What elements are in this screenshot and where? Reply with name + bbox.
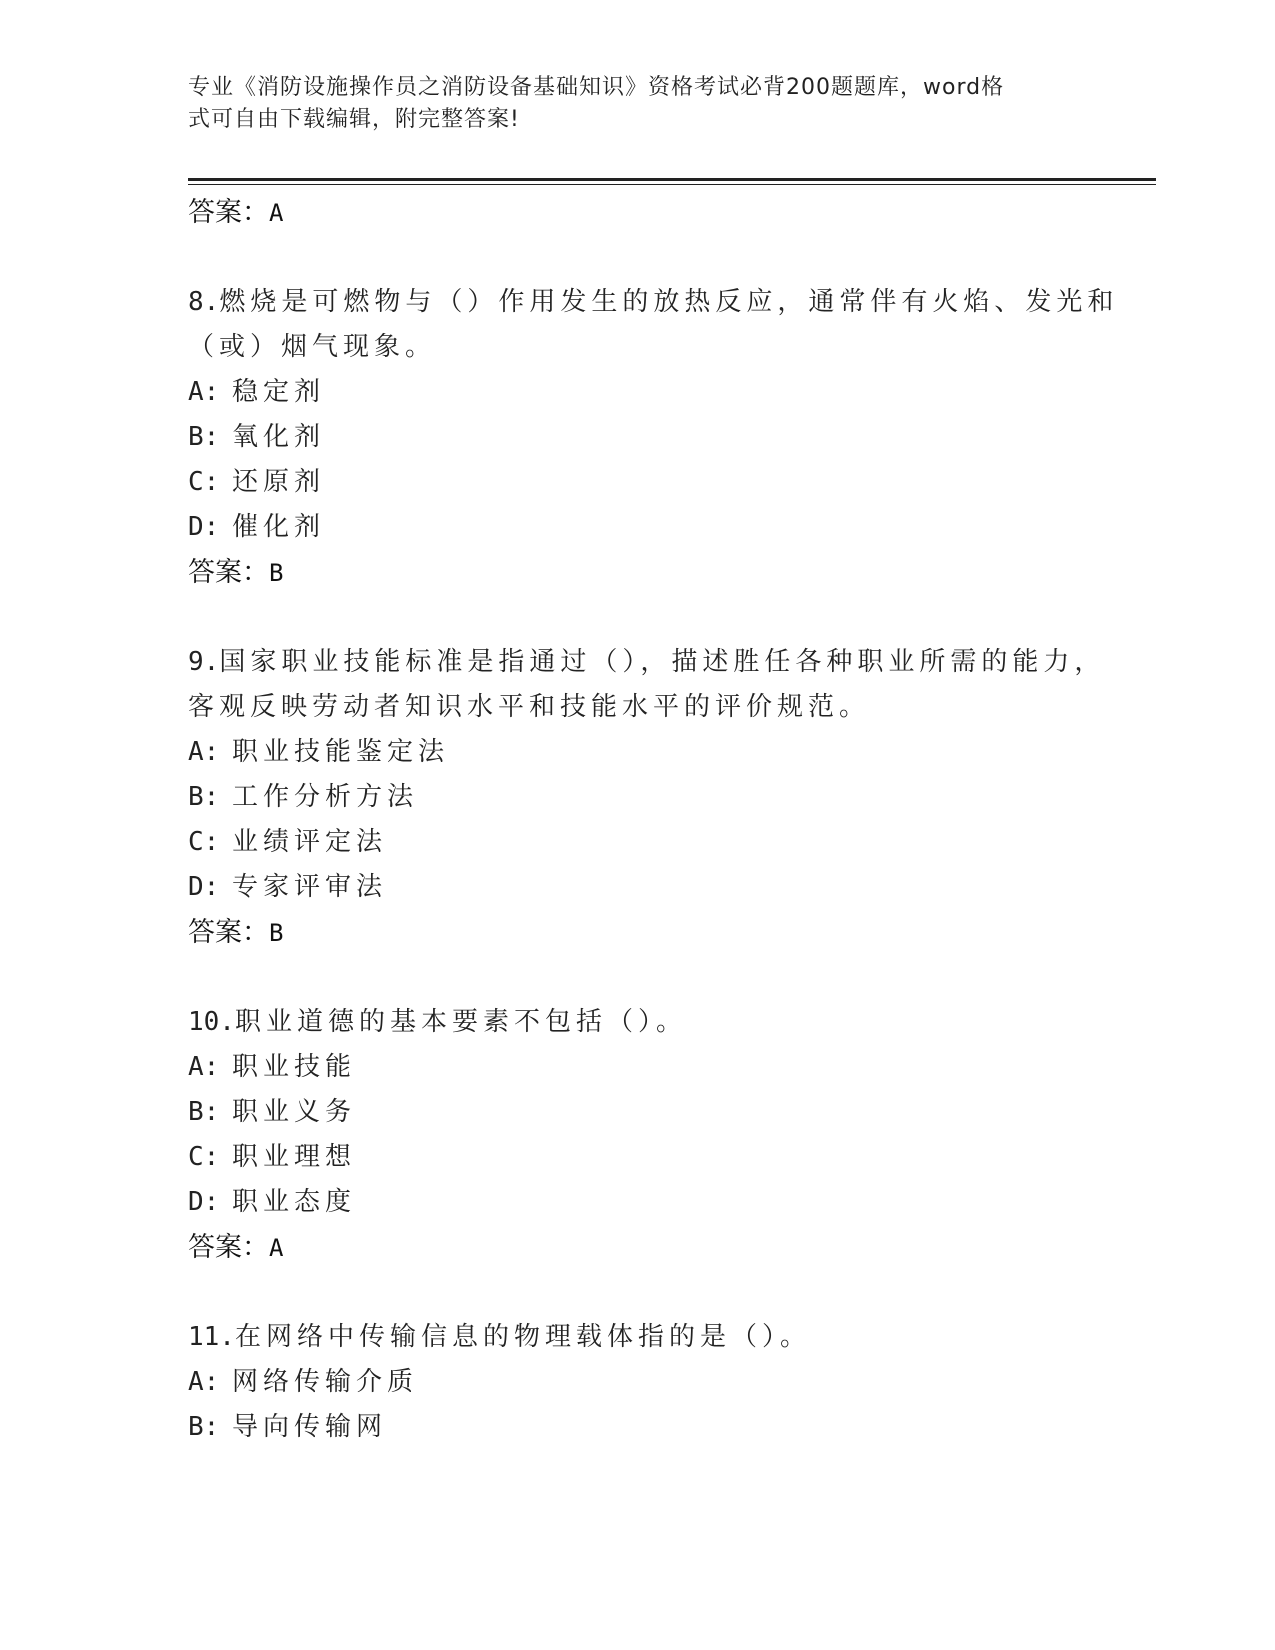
answer-label: 答案：	[188, 1232, 269, 1263]
option-c	[188, 460, 1148, 505]
header-line-1: 专业《消防设施操作员之消防设备基础知识》资格考试必背200题题库，word格	[188, 75, 1005, 100]
question-number: 9.	[188, 647, 220, 677]
question-text: 燃烧是可燃物与（）作用发生的放热反应，通常伴有火焰、发光和	[219, 287, 1119, 317]
header-line-2: 式可自由下载编辑，附完整答案!	[188, 107, 520, 132]
option-a	[188, 1360, 1148, 1405]
answer-line	[188, 910, 1148, 956]
option-key: B:	[188, 1412, 220, 1442]
spacer	[188, 956, 1148, 1000]
option-text: 导向传输网	[232, 1412, 388, 1442]
option-text: 业绩评定法	[232, 827, 388, 857]
option-text: 氧化剂	[232, 422, 326, 452]
option-key: B:	[188, 422, 220, 452]
answer-line	[188, 550, 1148, 596]
option-text: 职业态度	[232, 1187, 357, 1217]
option-key: A:	[188, 737, 220, 767]
answer-line	[188, 190, 1148, 236]
option-a	[188, 370, 1148, 415]
question-number: 11.	[188, 1322, 235, 1352]
question-text-line-1	[188, 640, 1148, 685]
option-b	[188, 775, 1148, 820]
question-text-line-1	[188, 1315, 1148, 1360]
option-d	[188, 865, 1148, 910]
option-key: C:	[188, 467, 220, 497]
option-c	[188, 1135, 1148, 1180]
question-text: 国家职业技能标准是指通过（），描述胜任各种职业所需的能力，	[219, 647, 1106, 677]
option-a	[188, 1045, 1148, 1090]
option-d	[188, 1180, 1148, 1225]
option-b	[188, 1405, 1148, 1450]
option-text: 稳定剂	[232, 377, 326, 407]
spacer	[188, 236, 1148, 280]
option-text: 职业技能鉴定法	[232, 737, 450, 767]
question-text: 职业道德的基本要素不包括（）。	[234, 1007, 687, 1037]
option-text: 催化剂	[232, 512, 326, 542]
answer-value: B	[269, 919, 284, 947]
question-text-line-2: （或）烟气现象。	[188, 332, 437, 362]
question-number: 8.	[188, 287, 220, 317]
question-number: 10.	[188, 1007, 235, 1037]
answer-label: 答案：	[188, 917, 269, 948]
spacer	[188, 596, 1148, 640]
option-key: A:	[188, 1052, 220, 1082]
spacer	[188, 1271, 1148, 1315]
option-text: 职业理想	[232, 1142, 357, 1172]
option-text: 职业技能	[232, 1052, 357, 1082]
option-text: 还原剂	[232, 467, 326, 497]
option-key: D:	[188, 512, 220, 542]
document-header	[188, 72, 1068, 136]
option-text: 职业义务	[232, 1097, 357, 1127]
option-key: A:	[188, 377, 220, 407]
option-key: B:	[188, 1097, 220, 1127]
question-text-line-1	[188, 280, 1148, 325]
option-d	[188, 505, 1148, 550]
answer-value: A	[269, 1234, 284, 1262]
answer-label: 答案：	[188, 557, 269, 588]
question-text-line-1	[188, 1000, 1148, 1045]
option-text: 工作分析方法	[232, 782, 419, 812]
question-list	[188, 190, 1148, 1450]
answer-label: 答案：	[188, 197, 269, 228]
option-b	[188, 1090, 1148, 1135]
option-c	[188, 820, 1148, 865]
option-key: D:	[188, 872, 220, 902]
option-key: B:	[188, 782, 220, 812]
option-key: D:	[188, 1187, 220, 1217]
header-rule-thick	[188, 178, 1156, 181]
answer-value: B	[269, 559, 284, 587]
option-key: C:	[188, 1142, 220, 1172]
answer-value: A	[269, 199, 284, 227]
question-text: 在网络中传输信息的物理载体指的是（）。	[234, 1322, 811, 1352]
option-key: C:	[188, 827, 220, 857]
option-text: 专家评审法	[232, 872, 388, 902]
question-8	[188, 280, 1148, 370]
header-rule-thin	[188, 184, 1156, 185]
question-11	[188, 1315, 1148, 1360]
option-text: 网络传输介质	[232, 1367, 419, 1397]
question-text-line-2: 客观反映劳动者知识水平和技能水平的评价规范。	[188, 692, 871, 722]
option-a	[188, 730, 1148, 775]
option-b	[188, 415, 1148, 460]
answer-line	[188, 1225, 1148, 1271]
option-key: A:	[188, 1367, 220, 1397]
question-10	[188, 1000, 1148, 1045]
question-9	[188, 640, 1148, 730]
